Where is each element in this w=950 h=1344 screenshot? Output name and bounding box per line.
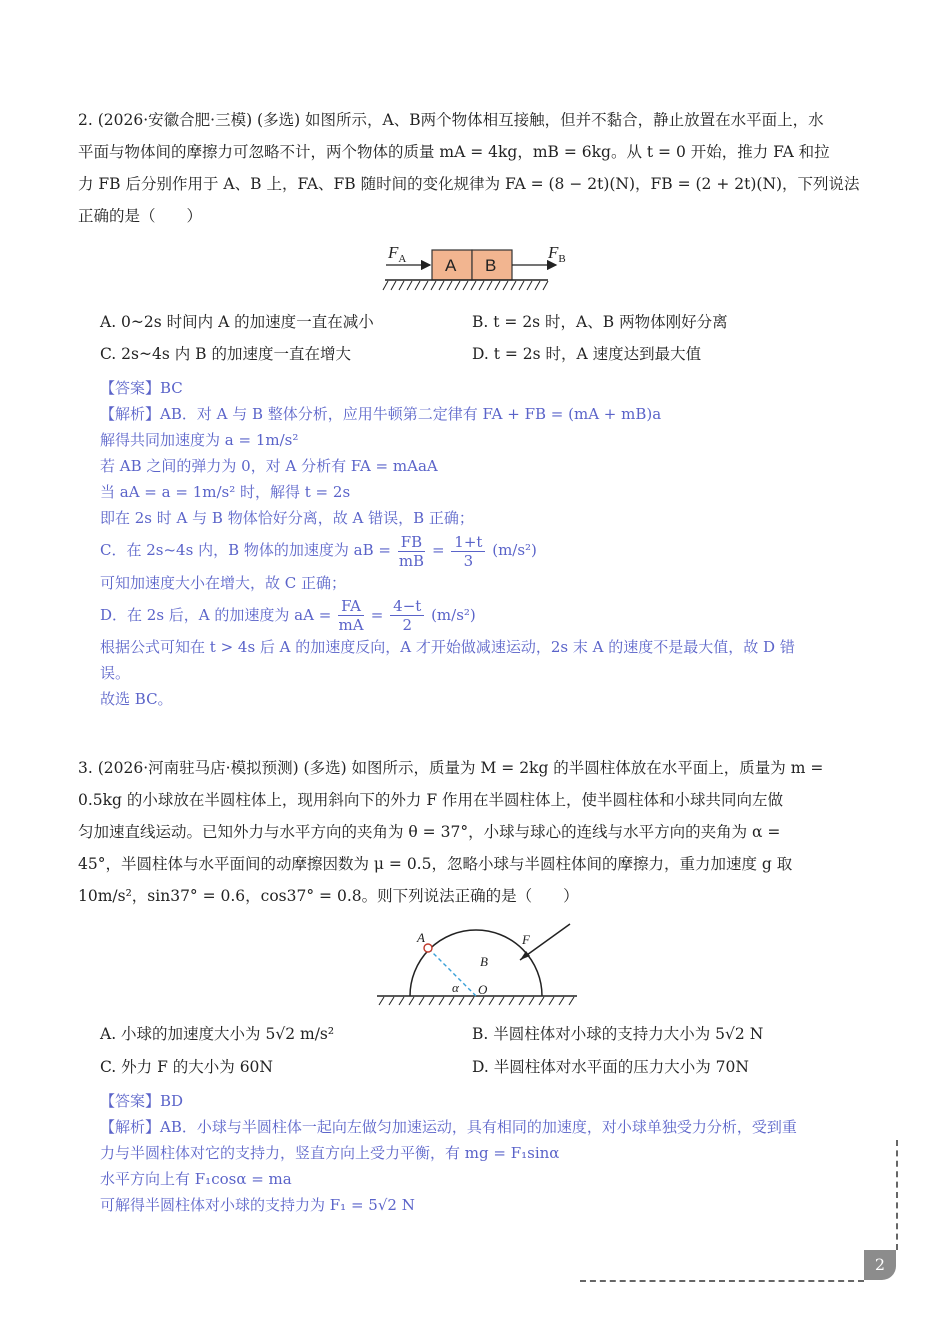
q2-option-a: A. 0~2s 时间内 A 的加速度一直在减小 [100,313,374,331]
q2-option-b: B. t = 2s 时，A、B 两物体刚好分离 [472,313,728,331]
q3-line-3: 匀加速直线运动。已知外力与水平方向的夹角为 θ = 37°，小球与球心的连线与水平方向的夹角为 α = [78,823,781,841]
question-3-stem [78,752,878,912]
q2-sol-line-c: C．在 2s~4s 内，B 物体的加速度为 aB = $\frac{FB}{mB}$ = $\frac{1+t}{3}$ (m/s²) [100,532,537,570]
q2-line-4: 正确的是（ ） [78,207,203,225]
q3-sol-line: 可解得半圆柱体对小球的支持力为 F₁ = 5√2 N [100,1196,415,1214]
label-alpha: α [452,980,459,995]
svg-text:FA: $F_A$ [388,243,407,265]
q3-option-b: B. 半圆柱体对小球的支持力大小为 5√2 N [472,1025,764,1043]
q3-line-4: 45°，半圆柱体与水平面间的动摩擦因数为 μ = 0.5，忽略小球与半圆柱体间的摩擦力，重力加速度 g 取 [78,855,793,873]
q3-sol-line: 水平方向上有 F₁cosα = ma [100,1170,292,1188]
q3-sol-line: 【解析】AB．小球与半圆柱体一起向左做匀加速运动，具有相同的加速度，对小球单独受力分析，受到重 [100,1118,797,1136]
q2-sol-line: 【解析】AB．对 A 与 B 整体分析，应用牛顿第二定律有 FA + FB = (mA + mB)a [100,405,662,423]
label-f: F [522,932,530,947]
label-a: A [417,930,425,945]
fa-label: F [388,243,399,262]
q3-option-c: C. 外力 F 的大小为 60N [100,1058,273,1076]
fb-label: F [548,243,559,262]
label-b: B [480,954,488,969]
q2-sol-line: 根据公式可知在 t > 4s 后 A 的加速度反向，A 才开始做减速运动，2s 末 A 的速度不是最大值，故 D 错 [100,638,795,656]
q2-sol-line: 故选 BC。 [100,690,173,708]
q3-line-5: 10m/s²，sin37° = 0.6，cos37° = 0.8。则下列说法正确的是（ ） [78,887,579,905]
q2-option-d: D. t = 2s 时，A 速度达到最大值 [472,345,702,363]
block-b-label: B [485,256,497,275]
q2-line-1: 2. (2026·安徽合肥·三模) (多选) 如图所示，A、B两个物体相互接触，但并不黏合，静止放置在水平面上，水 [78,111,824,129]
q2-sol-line: 当 aA = a = 1m/s² 时，解得 t = 2s [100,483,351,501]
q2-line-3: 力 FB 后分别作用于 A、B 上，FA、FB 随时间的变化规律为 FA = (8 − 2t)(N)，FB = (2 + 2t)(N)，下列说法 [78,175,860,193]
q3-answer: 【答案】BD [100,1092,184,1110]
label-o: O [478,982,488,997]
q2-answer: 【答案】BC [100,379,183,397]
q3-solution [100,1088,890,1218]
q3-option-a: A. 小球的加速度大小为 5√2 m/s² [100,1025,335,1043]
page-number: 2 [864,1250,896,1280]
q2-option-c: C. 2s~4s 内 B 的加速度一直在增大 [100,345,351,363]
q2-line-2: 平面与物体间的摩擦力可忽略不计，两个物体的质量 mA = 4kg，mB = 6kg。从 t = 0 开始，推力 FA 和拉 [78,143,830,161]
q2-solution [100,375,890,712]
small-ball [424,944,432,952]
page-corner-dash-horizontal [580,1280,864,1282]
q2-sol-line: 若 AB 之间的弹力为 0，对 A 分析有 FA = mAaA [100,457,438,475]
q3-line-1: 3. (2026·河南驻马店·模拟预测) (多选) 如图所示，质量为 M = 2kg 的半圆柱体放在水平面上，质量为 m = [78,759,824,777]
q2-sol-line: 误。 [100,664,131,682]
block-a-label: A [445,256,457,275]
q2-blocks-figure [380,238,580,296]
question-2-stem [78,104,878,232]
q3-half-cylinder-figure [372,920,582,1008]
svg-text:FB: $F_B$ [548,243,566,265]
q2-sol-line-d: D．在 2s 后，A 的加速度为 aA = $\frac{FA}{mA}$ = $\frac{4-t}{2}$ (m/s²) [100,597,476,634]
q2-sol-line: 可知加速度大小在增大，故 C 正确； [100,573,347,592]
q3-option-d: D. 半圆柱体对水平面的压力大小为 70N [472,1058,749,1076]
q3-line-2: 0.5kg 的小球放在半圆柱体上，现用斜向下的外力 F 作用在半圆柱体上，使半圆柱体和小球共同向左做 [78,791,784,809]
q2-sol-line: 解得共同加速度为 a = 1m/s² [100,431,299,449]
q2-sol-line: 即在 2s 时 A 与 B 物体恰好分离，故 A 错误，B 正确； [100,509,474,527]
page-corner-dash-vertical [896,1140,898,1250]
q3-sol-line: 力与半圆柱体对它的支持力，竖直方向上受力平衡，有 mg = F₁sinα [100,1144,560,1162]
